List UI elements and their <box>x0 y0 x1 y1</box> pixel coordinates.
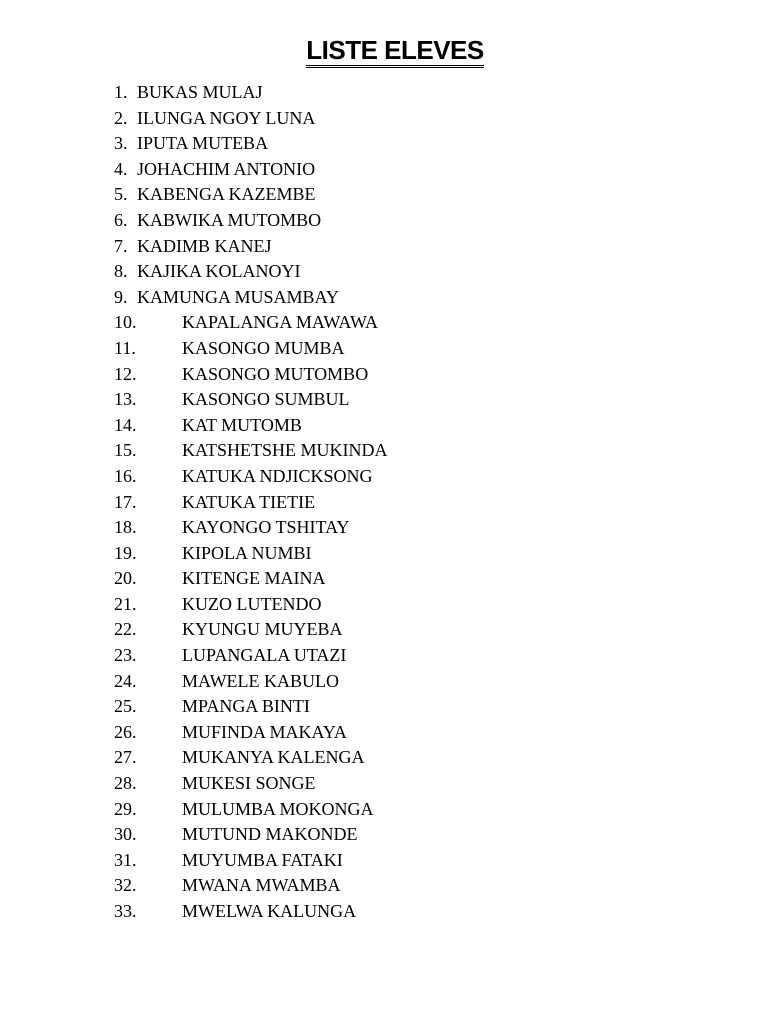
item-number: 10. <box>114 312 137 333</box>
student-name: MPANGA BINTI <box>182 696 310 717</box>
student-name: ILUNGA NGOY LUNA <box>137 107 316 128</box>
student-name: MUKANYA KALENGA <box>182 747 365 768</box>
student-name: MUFINDA MAKAYA <box>182 721 347 742</box>
student-name: KASONGO SUMBUL <box>182 389 350 410</box>
item-number: 3. <box>114 133 128 154</box>
item-number: 23. <box>114 645 137 666</box>
item-number: 1. <box>114 82 128 102</box>
student-name: MWELWA KALUNGA <box>182 901 357 921</box>
page-title <box>0 34 768 68</box>
student-name: KAPALANGA MAWAWA <box>182 312 378 333</box>
student-name: KATSHETSHE MUKINDA <box>182 440 388 461</box>
item-number: 21. <box>114 593 137 614</box>
item-number: 32. <box>114 875 137 896</box>
item-number: 24. <box>114 670 137 691</box>
item-number: 26. <box>114 721 137 742</box>
student-name: KATUKA NDJICKSONG <box>182 465 373 486</box>
student-name: KASONGO MUMBA <box>182 337 345 358</box>
item-number: 22. <box>114 619 137 640</box>
student-name: JOHACHIM ANTONIO <box>137 158 316 179</box>
item-number: 11. <box>114 337 136 358</box>
item-number: 33. <box>114 901 137 921</box>
item-number: 7. <box>114 235 128 256</box>
page-title-text: LISTE ELEVES <box>306 35 484 68</box>
item-number: 30. <box>114 824 137 845</box>
item-number: 2. <box>114 107 128 128</box>
item-number: 15. <box>114 440 137 461</box>
student-name: KUZO LUTENDO <box>182 593 322 614</box>
student-name: MUYUMBA FATAKI <box>182 849 343 870</box>
student-name: MUTUND MAKONDE <box>182 824 358 845</box>
item-number: 25. <box>114 696 137 717</box>
item-number: 16. <box>114 465 137 486</box>
student-name: LUPANGALA UTAZI <box>182 645 347 666</box>
item-number: 19. <box>114 542 137 563</box>
student-name: IPUTA MUTEBA <box>137 133 269 154</box>
item-number: 5. <box>114 184 128 205</box>
item-number: 28. <box>114 773 137 794</box>
item-number: 18. <box>114 517 137 538</box>
student-name: KADIMB KANEJ <box>137 235 272 256</box>
item-number: 17. <box>114 491 137 512</box>
student-name: KABWIKA MUTOMBO <box>137 209 322 230</box>
student-name: KABENGA KAZEMBE <box>137 184 316 205</box>
item-number: 9. <box>114 286 128 307</box>
item-number: 8. <box>114 261 128 282</box>
item-number: 27. <box>114 747 137 768</box>
student-name: KASONGO MUTOMBO <box>182 363 369 384</box>
item-number: 31. <box>114 849 137 870</box>
student-name: KIPOLA NUMBI <box>182 542 312 563</box>
student-name: MUKESI SONGE <box>182 773 316 794</box>
item-number: 20. <box>114 568 137 589</box>
item-number: 12. <box>114 363 137 384</box>
student-name: BUKAS MULAJ <box>137 82 263 102</box>
student-name: MULUMBA MOKONGA <box>182 798 374 819</box>
item-number: 13. <box>114 389 137 410</box>
student-name: KYUNGU MUYEBA <box>182 619 343 640</box>
student-name: KAYONGO TSHITAY <box>182 517 350 538</box>
student-name: KAJIKA KOLANOYI <box>137 261 301 282</box>
item-number: 6. <box>114 209 128 230</box>
student-name: KAMUNGA MUSAMBAY <box>137 286 339 307</box>
item-number: 4. <box>114 158 128 179</box>
student-name: KATUKA TIETIE <box>182 491 316 512</box>
student-name: KITENGE MAINA <box>182 568 326 589</box>
student-name: MWANA MWAMBA <box>182 875 341 896</box>
item-number: 29. <box>114 798 137 819</box>
item-number: 14. <box>114 414 137 435</box>
student-name: KAT MUTOMB <box>182 414 302 435</box>
student-name: MAWELE KABULO <box>182 670 340 691</box>
